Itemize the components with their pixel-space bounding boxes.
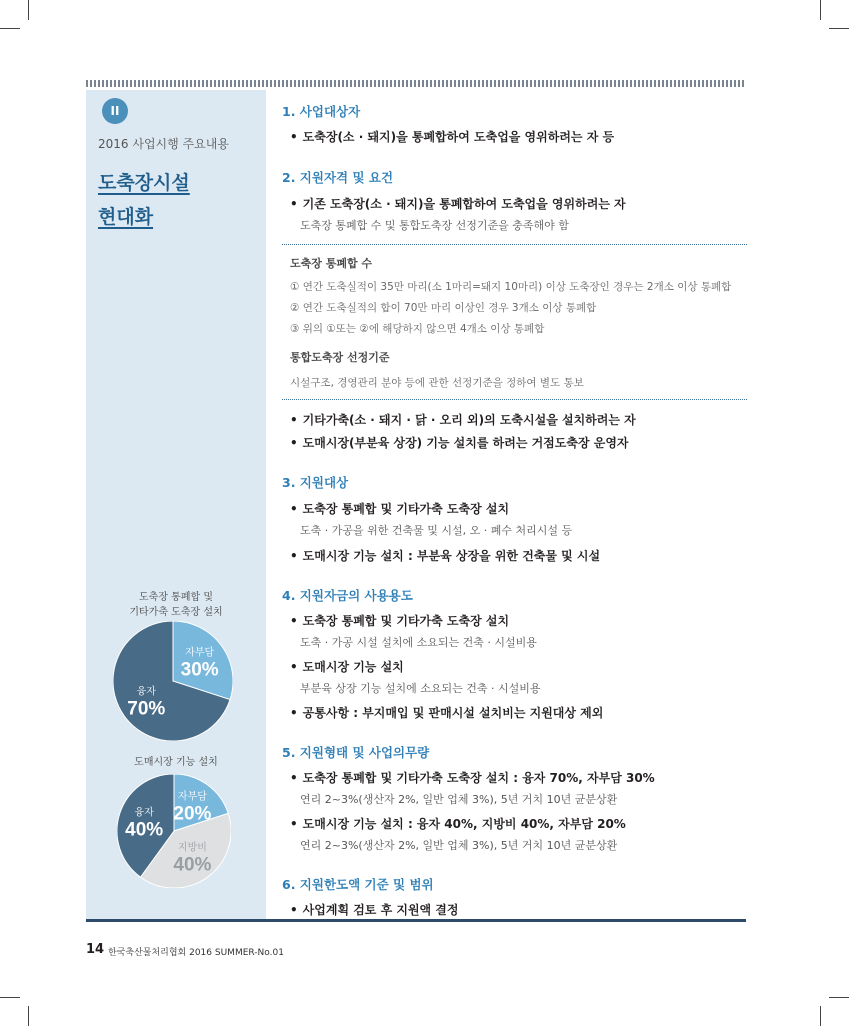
bullet-item: • 도매시장(부분육 상장) 기능 설치를 하려는 거점도축장 운영자 (290, 436, 629, 450)
pie-slice-label: 자부담 (177, 791, 207, 803)
bullet-item: • 사업계획 검토 후 지원액 결정 (290, 903, 459, 917)
crop-mark (28, 0, 29, 20)
pie-slice-value: 30% (180, 659, 219, 681)
box-item: ① 연간 도축실적이 35만 마리(소 1마리=돼지 10마리) 이상 도축장인 경우는 2개소 이상 통폐합 (290, 281, 732, 293)
pie1-caption-line2: 기타가축 도축장 설치 (129, 607, 223, 618)
main-content (282, 96, 747, 918)
bullet-item: • 도축장(소 · 돼지)을 통폐합하여 도축업을 영위하려는 자 등 (290, 130, 615, 144)
crop-mark (0, 997, 20, 998)
pie1-caption (106, 590, 246, 620)
pie-slice-value: 20% (173, 803, 212, 825)
pie-slice-label: 융자 (136, 686, 156, 698)
sub-text: 부분육 상장 기능 설치에 소요되는 건축 · 시설비용 (300, 682, 541, 695)
crop-mark (820, 1006, 821, 1026)
bullet-item: • 도축장 통폐합 및 기타가축 도축장 설치 : 융자 70%, 자부담 30% (290, 771, 655, 785)
page-title-line2: 현대화 (98, 206, 154, 228)
pie-slice-label: 지방비 (177, 842, 207, 854)
publication-name: 한국축산물처리협회 2016 SUMMER-No.01 (108, 948, 284, 958)
pie-chart-2 (117, 774, 231, 888)
box-heading: 도축장 통폐합 수 (290, 257, 373, 270)
pie2-caption (106, 755, 246, 770)
section-heading: 6. 지원한도액 기준 및 범위 (282, 877, 434, 892)
pie1-caption-line1: 도축장 통폐합 및 (139, 592, 213, 603)
pie-slice-value: 40% (173, 854, 212, 876)
box-item: ② 연간 도축실적의 합이 70만 마리 이상인 경우 3개소 이상 통폐합 (290, 302, 597, 314)
section-heading: 2. 지원자격 및 요건 (282, 170, 394, 185)
section-heading: 4. 지원자금의 사용용도 (282, 588, 413, 603)
section-heading: 1. 사업대상자 (282, 104, 361, 119)
crop-mark (829, 997, 849, 998)
crop-mark (829, 28, 849, 29)
bullet-item: • 공통사항 : 부지매입 및 판매시설 설치비는 지원대상 제외 (290, 706, 604, 720)
page-number: 14 (86, 942, 105, 957)
sub-text: 연리 2~3%(생산자 2%, 일반 업체 3%), 5년 거치 10년 균분상환 (300, 839, 618, 852)
sub-text: 도축 · 가공 시설 설치에 소요되는 건축 · 시설비용 (300, 636, 537, 649)
page-title-line1: 도축장시설 (98, 172, 190, 194)
pie2-caption-line1: 도매시장 기능 설치 (134, 757, 218, 768)
footer-rule (86, 919, 746, 922)
section-subtitle: 2016 사업시행 주요내용 (98, 137, 229, 151)
bullet-item: • 도매시장 기능 설치 : 융자 40%, 지방비 40%, 자부담 20% (290, 817, 626, 831)
bullet-item: • 도매시장 기능 설치 : 부분육 상장을 위한 건축물 및 시설 (290, 549, 601, 563)
crop-mark (28, 1006, 29, 1026)
header-dotted-rule (86, 80, 746, 87)
crop-mark (0, 28, 20, 29)
section-heading: 3. 지원대상 (282, 475, 349, 490)
box-heading: 통합도축장 선정기준 (290, 351, 390, 364)
sub-text: 도축 · 가공을 위한 건축물 및 시설, 오 · 폐수 처리시설 등 (300, 524, 573, 537)
pie-slice-value: 40% (125, 819, 164, 841)
bullet-item: • 도축장 통폐합 및 기타가축 도축장 설치 (290, 614, 510, 628)
section-badge: II (102, 98, 128, 124)
section-heading: 5. 지원형태 및 사업의무량 (282, 745, 430, 760)
pie-slice-label: 자부담 (185, 647, 215, 659)
box-text: 시설구조, 경영관리 분야 등에 관한 선정기준을 정하여 별도 통보 (290, 377, 584, 389)
bullet-item: • 도축장 통폐합 및 기타가축 도축장 설치 (290, 502, 510, 516)
pie-chart-1 (113, 621, 233, 741)
bullet-item: • 도매시장 기능 설치 (290, 660, 404, 674)
crop-mark (820, 0, 821, 20)
bullet-item: • 기존 도축장(소 · 돼지)을 통폐합하여 도축업을 영위하려는 자 (290, 197, 626, 211)
pie-slice-label: 융자 (134, 807, 154, 819)
pie-slice-value: 70% (127, 698, 166, 720)
criteria-box (282, 244, 747, 400)
sub-text: 연리 2~3%(생산자 2%, 일반 업체 3%), 5년 거치 10년 균분상환 (300, 793, 618, 806)
sub-text: 도축장 통폐합 수 및 통합도축장 선정기준을 충족해야 함 (300, 219, 569, 232)
box-item: ③ 위의 ①또는 ②에 해당하지 않으면 4개소 이상 통폐합 (290, 323, 545, 335)
bullet-item: • 기타가축(소 · 돼지 · 닭 · 오리 외)의 도축시설을 설치하려는 자 (290, 413, 636, 427)
